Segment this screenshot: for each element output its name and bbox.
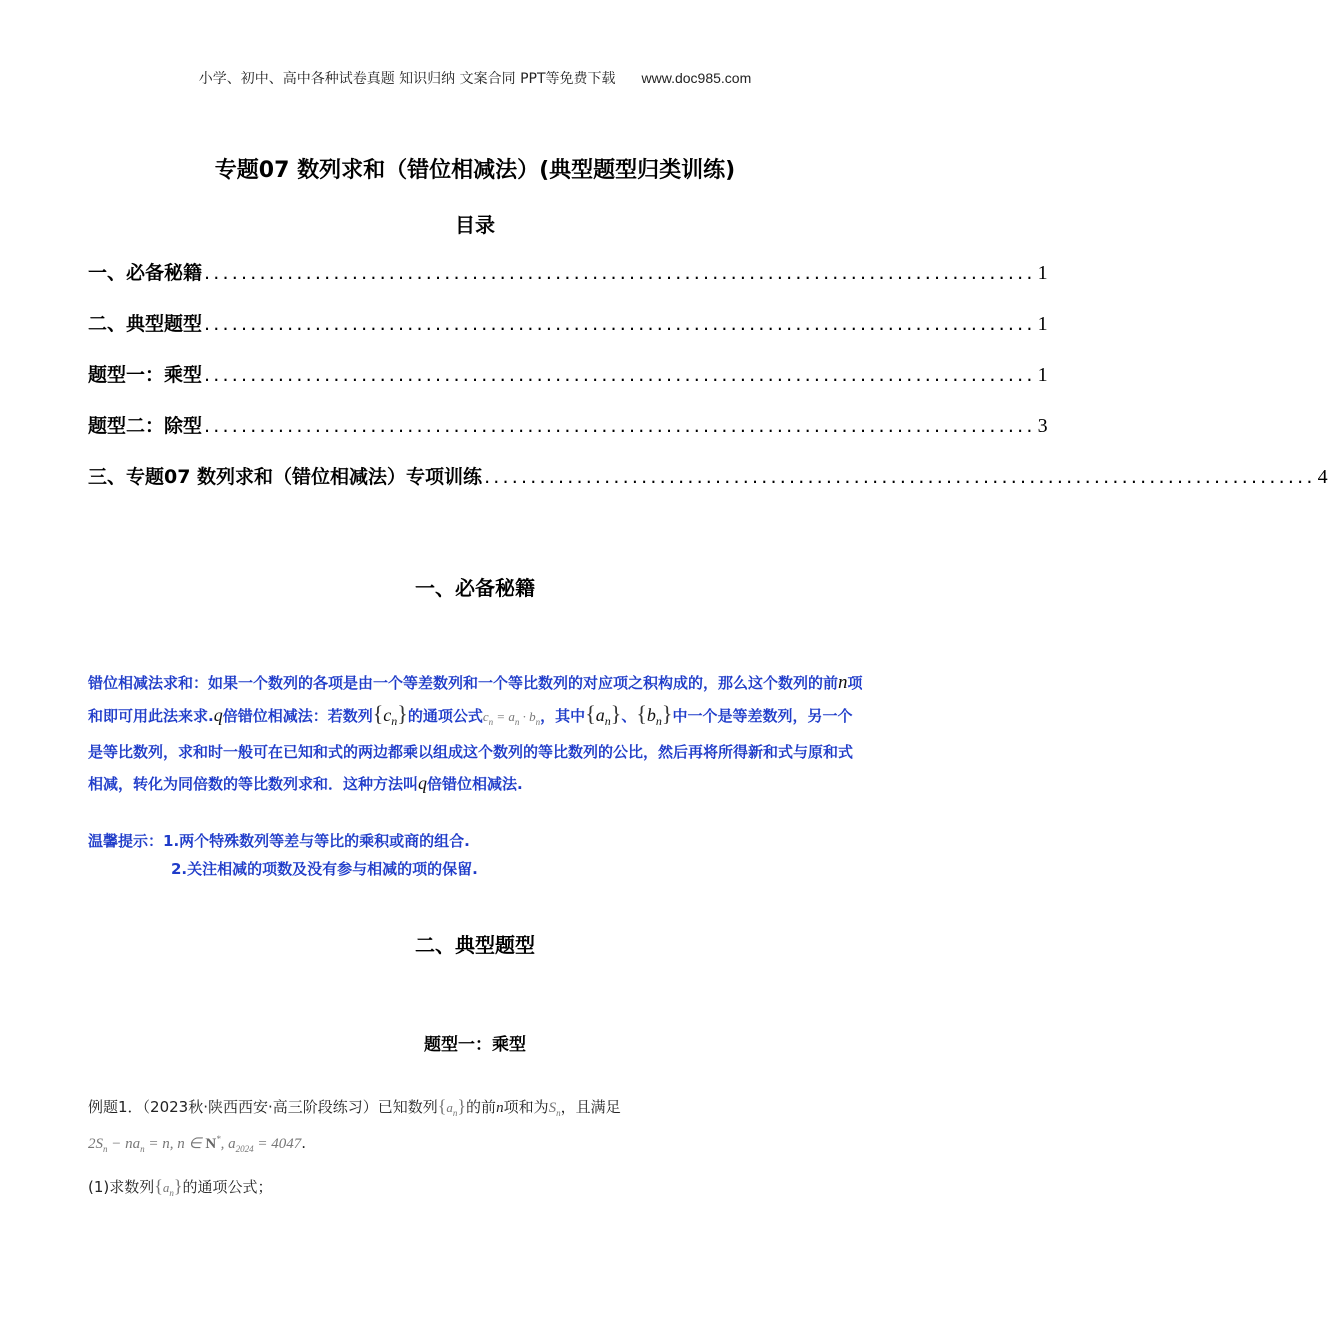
formula-eq: = a	[493, 708, 515, 724]
toc-leader-dots: ..........................................................................................	[204, 262, 1036, 284]
math-c: c	[383, 704, 392, 725]
brace-open: {	[437, 1096, 447, 1116]
para-text: 的通项公式	[407, 706, 483, 725]
math-subscript: n	[556, 1108, 561, 1118]
math-subscript: n	[514, 716, 520, 727]
formula-part: 2S	[88, 1136, 103, 1152]
para-text: 中一个是等差数列，另一个是等比数列，求和时一般可在已知和式的两边都乘以组成这个数列的等比数列的公比，然后再将所得新和式与原和式相减，转化为同倍数的等比数列求和．这种方法叫	[88, 706, 854, 793]
math-n: n	[838, 672, 848, 693]
toc-item-chuxing[interactable]	[88, 411, 1048, 462]
math-subscript: n	[488, 716, 494, 727]
math-a: a	[162, 1180, 170, 1195]
brace-close: }	[661, 700, 673, 726]
toc-item-bibei[interactable]	[88, 258, 1048, 309]
brace-close: }	[457, 1096, 467, 1116]
toc-title: 目录	[455, 213, 495, 237]
brace-close: }	[173, 1176, 183, 1196]
math-q: q	[213, 704, 223, 725]
math-q: q	[418, 772, 428, 793]
toc-item-page: 1	[1037, 364, 1048, 386]
toc-item-label: 二、典型题型	[88, 313, 203, 335]
brace-open: {	[154, 1176, 163, 1196]
math-subscript: 2024	[235, 1144, 254, 1154]
math-a: a	[446, 1100, 453, 1115]
math-star: *	[216, 1134, 221, 1144]
method-paragraph	[88, 668, 864, 799]
page-header	[0, 68, 950, 88]
header-site-link[interactable]: www.doc985.com	[641, 70, 752, 86]
toc-leader-dots: ..........................................................................................	[204, 415, 1036, 437]
brace-close: }	[397, 700, 408, 726]
toc-item-dianxing[interactable]	[88, 309, 1048, 360]
math-a: a	[595, 704, 605, 725]
toc-item-label: 一、必备秘籍	[88, 262, 203, 284]
para-text: 、	[621, 706, 637, 725]
formula-part: = 4047	[253, 1136, 302, 1152]
section-heading-bibei: 一、必备秘籍	[415, 576, 535, 600]
document-title: 专题07 数列求和（错位相减法）(典型题型归类训练)	[214, 158, 736, 183]
toc-item-label: 题型二：除型	[88, 415, 203, 437]
para-text: 错位相减法求和：如果一个数列的各项是由一个等差数列和一个等比数列的对应项之积构成的，那么这个数列的前	[88, 674, 839, 692]
table-of-contents	[88, 258, 1328, 513]
tip-line-2: 2.关注相减的项数及没有参与相减的项的保留.	[171, 860, 478, 878]
math-subscript: n	[655, 713, 662, 728]
formula-part: − na	[107, 1136, 141, 1152]
para-text: 倍错位相减法：若数列	[222, 706, 373, 725]
math-subscript: n	[604, 713, 611, 728]
formula-b: · b	[519, 708, 536, 724]
math-subscript: n	[535, 716, 541, 727]
period: .	[301, 1134, 307, 1152]
header-text: 小学、初中、高中各种试卷真题 知识归纳 文案合同 PPT等免费下载	[198, 71, 616, 87]
math-N: N	[205, 1136, 217, 1152]
toc-leader-dots: ..........................................................................................	[484, 466, 1316, 488]
question-text: 的通项公式；	[182, 1178, 273, 1196]
math-subscript: n	[140, 1144, 145, 1154]
toc-item-label: 题型一：乘型	[88, 364, 203, 386]
brace-open: {	[372, 700, 384, 726]
toc-item-page: 4	[1317, 466, 1328, 488]
toc-leader-dots: ..........................................................................................	[204, 313, 1036, 335]
math-S: S	[548, 1100, 557, 1116]
question-1-line	[88, 1176, 273, 1198]
toc-item-page: 1	[1037, 313, 1048, 335]
subsection-heading-chengxing: 题型一：乘型	[424, 1035, 526, 1055]
para-text: 倍错位相减法.	[427, 774, 523, 793]
question-text: (1)求数列	[88, 1178, 155, 1196]
math-b: b	[646, 704, 656, 725]
math-subscript: n	[169, 1188, 174, 1198]
toc-item-label: 三、专题07 数列求和（错位相减法）专项训练	[88, 466, 483, 488]
brace-close: }	[610, 700, 622, 726]
formula-c: c	[482, 708, 489, 724]
toc-item-chengxing[interactable]	[88, 360, 1048, 411]
example-text: ，且满足	[560, 1098, 621, 1116]
formula-part: , a	[220, 1136, 236, 1152]
formula-part: = n, n ∈	[144, 1136, 206, 1152]
brace-open: {	[636, 700, 647, 726]
math-subscript: n	[452, 1108, 458, 1118]
example-1-formula	[88, 1134, 306, 1154]
toc-item-page: 3	[1037, 415, 1048, 437]
example-text: 例题1．（2023秋·陕西西安·高三阶段练习）已知数列	[88, 1098, 438, 1116]
para-text: 项和即可用此法来求.	[88, 674, 863, 725]
section-heading-dianxing: 二、典型题型	[415, 933, 535, 957]
toc-leader-dots: ..........................................................................................	[204, 364, 1036, 386]
math-subscript: n	[391, 713, 398, 728]
para-text: ，其中	[540, 706, 586, 725]
toc-item-page: 1	[1037, 262, 1048, 284]
example-text: 的前	[466, 1098, 497, 1116]
math-n: n	[496, 1100, 504, 1116]
brace-open: {	[585, 700, 596, 726]
example-1-line	[88, 1096, 621, 1118]
tip-line-1: 温馨提示：1.两个特殊数列等差与等比的乘积或商的组合.	[88, 832, 470, 850]
example-text: 项和为	[503, 1098, 549, 1116]
toc-item-zhuanxiang[interactable]	[88, 462, 1328, 513]
math-subscript: n	[103, 1144, 108, 1154]
